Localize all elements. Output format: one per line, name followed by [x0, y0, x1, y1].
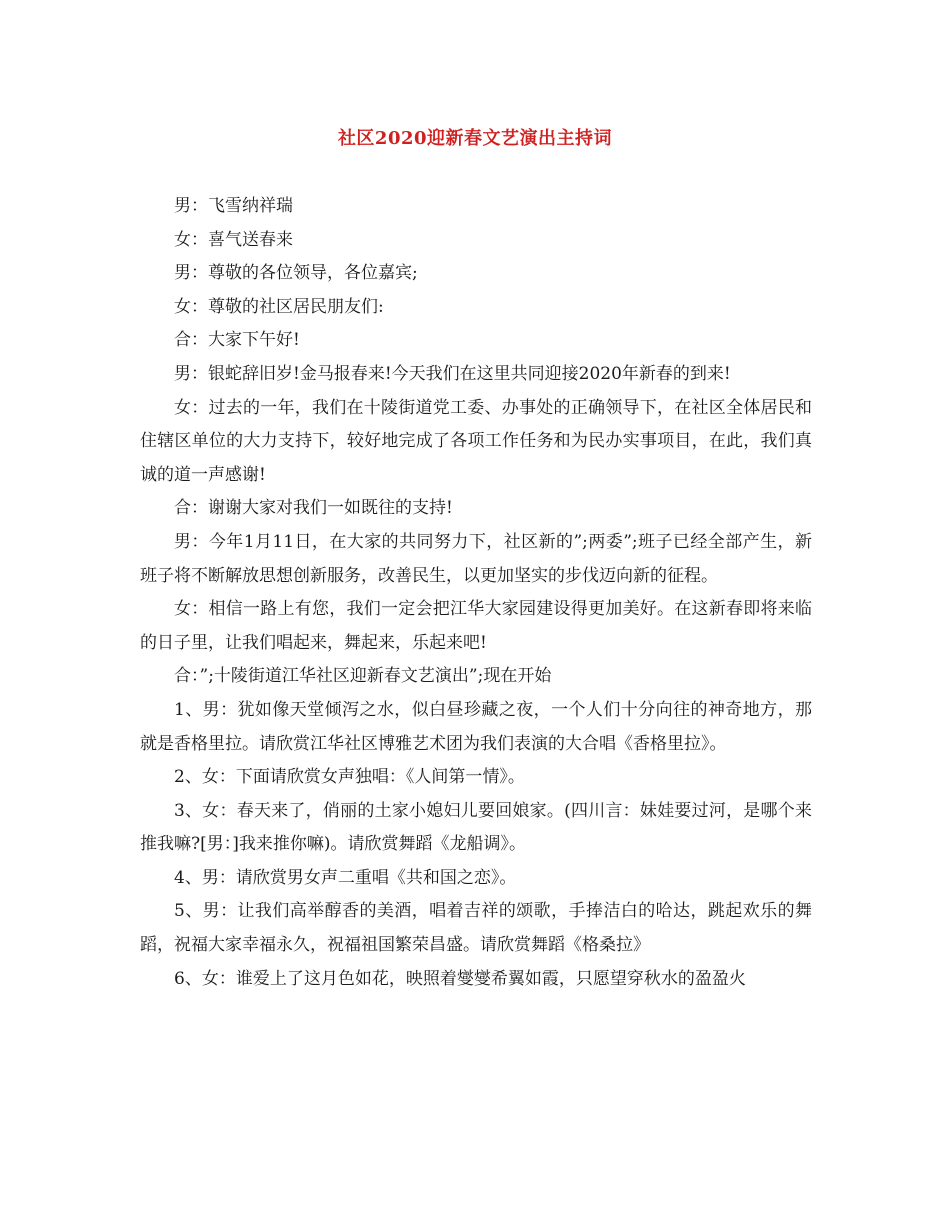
paragraph: 3、女：春天来了，俏丽的土家小媳妇儿要回娘家。(四川言：妹娃要过河，是哪个来推我嘛?[男：]我来推你嘛)。请欣赏舞蹈《龙船调》。: [140, 800, 812, 855]
paragraph: 男：尊敬的各位领导，各位嘉宾;: [174, 263, 418, 284]
paragraph: 男：今年1月11日，在大家的共同努力下，社区新的”;两委”;班子已经全部产生，新班子将不断解放思想创新服务，改善民生，以更加坚实的步伐迈向新的征程。: [140, 531, 812, 586]
paragraph: 女：尊敬的社区居民朋友们:: [174, 296, 384, 317]
paragraph: 1、男：犹如像天堂倾泻之水，似白昼珍藏之夜，一个人们十分向往的神奇地方，那就是香格里拉。请欣赏江华社区博雅艺术团为我们表演的大合唱《香格里拉》。: [140, 699, 812, 754]
paragraph: 合：大家下午好!: [174, 330, 300, 351]
paragraph: 女：喜气送春来: [174, 229, 293, 250]
paragraph: 合：谢谢大家对我们一如既往的支持!: [174, 498, 453, 519]
document-title: 社区2020迎新春文艺演出主持词: [337, 128, 613, 149]
paragraph: 男：银蛇辞旧岁!金马报春来!今天我们在这里共同迎接2020年新春的到来!: [174, 363, 731, 384]
paragraph: 5、男：让我们高举醇香的美酒，唱着吉祥的颂歌，手捧洁白的哈达，跳起欢乐的舞蹈，祝福大家幸福永久，祝福祖国繁荣昌盛。请欣赏舞蹈《格桑拉》: [140, 901, 812, 956]
paragraph: 合：”;十陵街道江华社区迎新春文艺演出”;现在开始: [174, 666, 552, 687]
paragraph: 女：过去的一年，我们在十陵街道党工委、办事处的正确领导下，在社区全体居民和住辖区单位的大力支持下，较好地完成了各项工作任务和为民办实事项目，在此，我们真诚的道一声感谢!: [140, 397, 812, 485]
paragraph: 4、男：请欣赏男女声二重唱《共和国之恋》。: [174, 867, 517, 888]
paragraph: 女：相信一路上有您，我们一定会把江华大家园建设得更加美好。在这新春即将来临的日子里，让我们唱起来，舞起来，乐起来吧!: [140, 599, 812, 653]
paragraph: 2、女：下面请欣赏女声独唱：《人间第一情》。: [174, 767, 525, 788]
document-body: [140, 190, 812, 996]
paragraph: 6、女：谁爱上了这月色如花，映照着燮燮希翼如霞，只愿望穿秋水的盈盈火: [174, 968, 746, 989]
paragraph: 男：飞雪纳祥瑞: [174, 196, 293, 216]
